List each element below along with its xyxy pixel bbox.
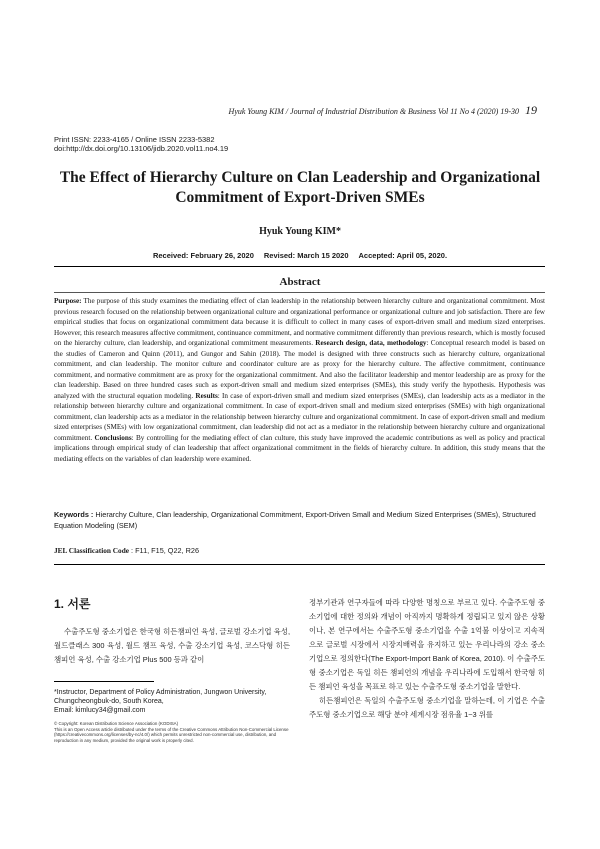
jel-text: : F11, F15, Q22, R26 [129,546,200,555]
license-notice [54,721,290,743]
submission-dates [0,251,600,260]
results-label: Results [195,391,218,400]
divider-top [54,266,545,267]
page-number: 19 [525,103,537,117]
author-note: *Instructor, Department of Policy Administration, Jungwon University, Chungcheongbuk-do, South Korea, [54,689,267,705]
purpose-text: The purpose of this study examines the mediating effect of clan leadership in the relationship between hierarchy culture and organizational commitment. Most previous research focused on the relationship between organizational culture and organizational performance or organizational culture and job satisfaction. There are few empirical studies that focus on organizational commitment data because it is difficult to collect in many cases of export-driven small and medium sized enterprises. However, this research measures affective commitment, continuance commitment, and normative commitment differently than previous research, which is mostly focused on the hierarchy culture, clan leadership, and organizational commitment measurements. [54,297,545,347]
footnote-divider [54,681,154,682]
copyright-line: © Copyright: Korean Distribution Science Association (KODISA) [54,721,179,726]
revised-date: Revised: March 15 2020 [263,251,349,260]
right-paragraph-1: 정부기관과 연구자들에 따라 다양한 명칭으로 부르고 있다. 수출주도형 중소기업에 대한 정의와 개념이 아직까지 명확하게 정립되고 있지 않은 상황이나, 본 연구에서는 수출주도형 중소기업을 수출 1억불 이상이고 지속적으로 글로벌 시장에서 시장지배력을 유지하고 있는 우리나라의 강소 중소기업으로 정의한다(The Export-Import Bank of Korea, 2010). 이 수출주도형 중소기업은 독일 히든 챔피언의 개념을 우리나라에 도입해서 한국형 히든 챔피언 육성을 목표로 하고 있는 수출주도형 중소기업을 말한다. [309,598,545,691]
jel-code [54,546,545,555]
accepted-date: Accepted: April 05, 2020. [358,251,448,260]
keywords-label: Keywords : [54,510,94,519]
running-head: Hyuk Young KIM / Journal of Industrial Distribution & Business Vol 11 No 4 (2020) 19-30 [228,107,519,116]
abstract-body [54,296,545,464]
keywords-text: Hierarchy Culture, Clan leadership, Organizational Commitment, Export-Driven Small and Medium Sized Enterprises (SMEs), Structured Equation Modeling (SEM) [54,510,536,530]
right-column [309,596,545,722]
author-email: Email: kimlucy34@gmail.com [54,707,146,714]
footnote [54,688,290,715]
doi-line: doi:http://dx.doi.org/10.13106/jidb.2020.vol11.no4.19 [54,144,229,153]
right-paragraph-2: 히든챔피언은 독일의 수출주도형 중소기업을 말하는데, 이 기업은 수출주도형 중소기업으로 해당 분야 세계시장 점유율 1~3 위를 [309,696,545,719]
divider-abstract [54,292,545,293]
paper-title: The Effect of Hierarchy Culture on Clan Leadership and Organizational Commitment of Export-Driven SMEs [59,169,541,206]
divider-bottom [54,564,545,565]
design-text: : Conceptual research model is based on the studies of Cameron and Quinn (2011), and Gungor and Sahin (2018). The model is designed with three constructs such as hierarchy culture, organizational commitment, and clan leadership. The monitor culture and coordinator culture are as proxy for the hierarchy culture. The affective commitment, continuance commitment, and normative commitment are as proxy for the organizational commitment. And also the facilitator leadership and mentor leadership are as proxy for the clan leadership. Based on three hundred cases such as export-driven small and medium sized enterprises (SMEs), this study verify the hypothesis. Hypothesis was analyzed with the structural equation modeling. [54,339,545,400]
purpose-label: Purpose: [54,297,82,305]
license-text: This is an Open Access article distributed under the terms of the Creative Commons Attribution Non-Commercial License (https://creativecommons.org/licenses/by-nc/4.0/) which permits unrestricted non-commercial use, distribution, and reproduction in any medium, provided the original work is properly cited. [54,726,289,743]
section-heading: 1. 서론 [54,597,91,611]
author-name: Hyuk Young KIM* [259,226,341,237]
design-label: Research design, data, methodology [315,339,427,347]
left-column-paragraph: 수출주도형 중소기업은 한국형 히든챔피언 육성, 글로벌 강소기업 육성, 월드클래스 300 육성, 월드 챔프 육성, 수출 강소기업 육성, 코스닥형 히든 챔피언 육성, 수출 강소기업 Plus 500 등과 같이 [54,627,290,664]
conclusions-label: Conclusions [94,433,132,442]
issn-line: Print ISSN: 2233-4165 / Online ISSN 2233-5382 [54,135,215,144]
conclusions-text: : By controlling for the mediating effect of clan culture, this study have improved the academic contributions as well as policy and practical implications through empirical study of clan leadership that affect organizational commitment in the fields of hierarchy culture. In addition, this study means that the mediating effects on the variables of clan leadership were examined. [54,433,545,463]
jel-label: JEL Classification Code [54,546,130,555]
abstract-heading: Abstract [279,276,321,288]
received-date: Received: February 26, 2020 [152,251,254,260]
keywords [54,510,545,531]
results-text: : In case of export-driven small and medium sized enterprises (SMEs), clan leadership acts as a mediator in the relationship between hierarchy culture and organizational commitment. In case of export-driven small and medium sized enterprises (SMEs) with high organizational commitment, clan leadership acts as a mediator in the relationship between hierarchy culture and organizational commitment. In case of export-driven small and medium sized enterprises (SMEs) with low organizational commitment, clan leadership did not act as a mediator in the relationship between hierarchy culture and organizational commitment. [54,391,545,442]
